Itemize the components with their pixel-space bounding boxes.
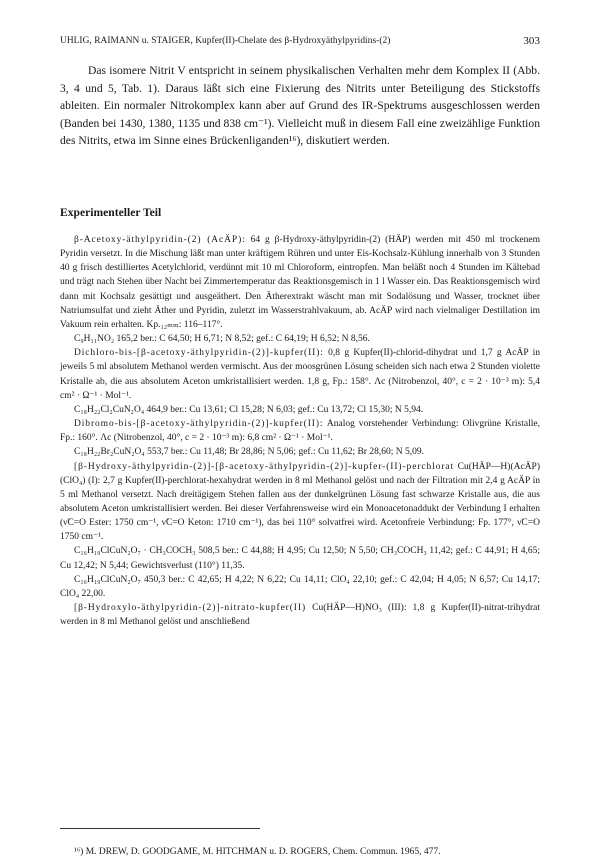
- compound-name: Dibromo-bis-[β-acetoxy-äthylpyridin-(2)]-kupfer(II):: [74, 419, 324, 430]
- intro-text-block: [60, 62, 540, 150]
- page-number: 303: [523, 35, 540, 47]
- running-head: [60, 36, 540, 46]
- analysis-line: C₁₆H₁₉ClCuN₂O₇ 450,3 ber.: C 42,65; H 4,22; N 6,22; Cu 14,11; ClO₄ 22,10; gef.: C 42,04; H 4,05; N 6,57; Cu 14,17; ClO₄ 22,00.: [60, 574, 540, 599]
- paragraph-nitrato: [60, 601, 540, 629]
- paragraph-acetoxy: [60, 233, 540, 332]
- compound-name: Dichloro-bis-[β-acetoxy-äthylpyridin-(2)]-kupfer(II):: [74, 348, 324, 359]
- paragraph-text: Analog vorstehender Verbindung: Olivgrüne Kristalle, Fp.: 160°. Λc (Nitrobenzol, 40°, c = 2 · 10⁻³ m): 6,8 cm² · Ω⁻¹ · Mol⁻¹.: [60, 419, 540, 444]
- paragraph-dichloro: [60, 346, 540, 403]
- analysis-line: C₉H₁₁NO₂ 165,2 ber.: C 64,50; H 6,71; N 8,52; gef.: C 64,19; H 6,52; N 8,56.: [74, 334, 370, 345]
- compound-name: [β-Hydroxylo-äthylpyridin-(2)]-nitrato-kupfer(II): [74, 603, 307, 614]
- paragraph-text: Cu(HÄP—H)(AcÄP)(ClO₄) (I): 2,7 g Kupfer(II)-perchlorat-hexahydrat werden in 8 ml Methanol gelöst und nach der Filtration mit 2,4 g AcÄP in 5 ml Methanol versetzt. Nach dreitägigem Stehen fallen aus der dunkelgrünen Lösung fast schwarze Kristalle aus, die aus absolutem Aceton umkristallisiert werden. Bei dieser Verfahrensweise wird ein Monoacetonaddukt der Verbindung I erhalten (ν̃C=O Ester: 1750 cm⁻¹, ν̃C=O Keton: 1710 cm⁻¹), das bei 110° solvatfrei wird. Acetonfreie Verbindung: Fp. 177°, ν̃C=O 1750 cm⁻¹.: [60, 461, 540, 543]
- footnote: ¹⁶) M. DREW, D. GOODGAME, M. HITCHMAN u. D. ROGERS, Chem. Commun. 1965, 477.: [74, 846, 441, 857]
- running-head-text: UHLIG, RAIMANN u. STAIGER, Kupfer(II)-Chelate des β-Hydroxyäthylpyridins-(2): [60, 36, 391, 46]
- analysis-line: C₁₈H₂₂Cl₂CuN₂O₄ 464,9 ber.: Cu 13,61; Cl 15,28; N 6,03; gef.: Cu 13,72; Cl 15,30; N 5,94.: [74, 404, 424, 415]
- section-title: Experimenteller Teil: [60, 206, 162, 219]
- paragraph-dibromo: [60, 417, 540, 445]
- paragraph-text: 0,8 g Kupfer(II)-chlorid-dihydrat und 1,7 g AcÄP in jeweils 5 ml absolutem Methanol werden vermischt. Aus der moosgrünen Lösung scheiden sich nach etwa 2 Stunden violette Kristalle ab, die aus absolutem Aceton umkristallisiert werden. 1,8 g, Fp.: 158°. Λc (Nitrobenzol, 40°, c = 2 · 10⁻³ m): 5,4 cm² · Ω⁻¹ · Mol⁻¹.: [60, 348, 540, 401]
- experimental-section: [60, 233, 540, 629]
- paragraph-text: Cu(HÄP—H)NO₃ (III): 1,8 g Kupfer(II)-nitrat-trihydrat werden in 8 ml Methanol gelöst und anschließend: [60, 603, 540, 628]
- paragraph-perchlorat: [60, 460, 540, 545]
- compound-name: β-Acetoxy-äthylpyridin-(2) (AcÄP):: [74, 235, 246, 245]
- paragraph-text: 64 g β-Hydroxy-äthylpyridin-(2) (HÄP) werden mit 450 ml trockenem Pyridin versetzt. In die Mischung läßt man unter kräftigem Rühren und unter Eis-Kochsalz-Kühlung innerhalb von 3 Stunden 40 g frisch destilliertes Acetylchlorid, verdünnt mit 10 ml Chloroform, eintropfen. Man beläßt noch 4 Stunden im Kältebad und trägt nach Stehen über Nacht bei Zimmertemperatur das Reaktionsgemisch in 1 l Wasser ein. Das Reaktionsgemisch wird dann mit Kochsalz gesättigt und ausgeäthert. Den Ätherextrakt wäscht man mit Sodalösung und Wasser, trocknet über Natriumsulfat und zieht Äther und Pyridin, zuletzt im Wasserstrahlvakuum, ab. AcÄP wird nach vielmaliger Destillation im Vakuum rein erhalten. Kp.₁₂ₘₘ: 116–117°.: [60, 235, 540, 330]
- analysis-line: C₁₈H₂₂Br₂CuN₂O₄ 553,7 ber.: Cu 11,48; Br 28,86; N 5,06; gef.: Cu 11,62; Br 28,60; N 5,09.: [74, 447, 424, 458]
- analysis-line: C₁₆H₁₉ClCuN₂O₇ · CH₃COCH₃ 508,5 ber.: C 44,88; H 4,95; Cu 12,50; N 5,50; CH₃COCH₃ 11,42; gef.: C 44,91; H 4,65; Cu 12,42; N 5,44; Gewichtsverlust (110°) 11,35.: [60, 546, 540, 571]
- intro-paragraph: Das isomere Nitrit V entspricht in seinem physikalischen Verhalten mehr dem Komplex II (Abb. 3, 4 und 5, Tab. 1). Daraus läßt sich eine Fixierung des Nitrits unter Beteiligung des Stickstoffs ableiten. Ein normaler Nitrokomplex kann aber auf Grund des IR-Spektrums ausgeschlossen werden (Banden bei 1430, 1380, 1135 und 838 cm⁻¹). Vielleicht muß in diesem Fall eine zweizählige Funktion des Nitrits, etwa im Sinne eines Brückenliganden¹⁶), diskutiert werden.: [60, 64, 540, 148]
- compound-name: [β-Hydroxy-äthylpyridin-(2)]-[β-acetoxy-äthylpyridin-(2)]-kupfer-(II)-perchlorat: [74, 461, 455, 472]
- footnote-divider: [60, 828, 260, 829]
